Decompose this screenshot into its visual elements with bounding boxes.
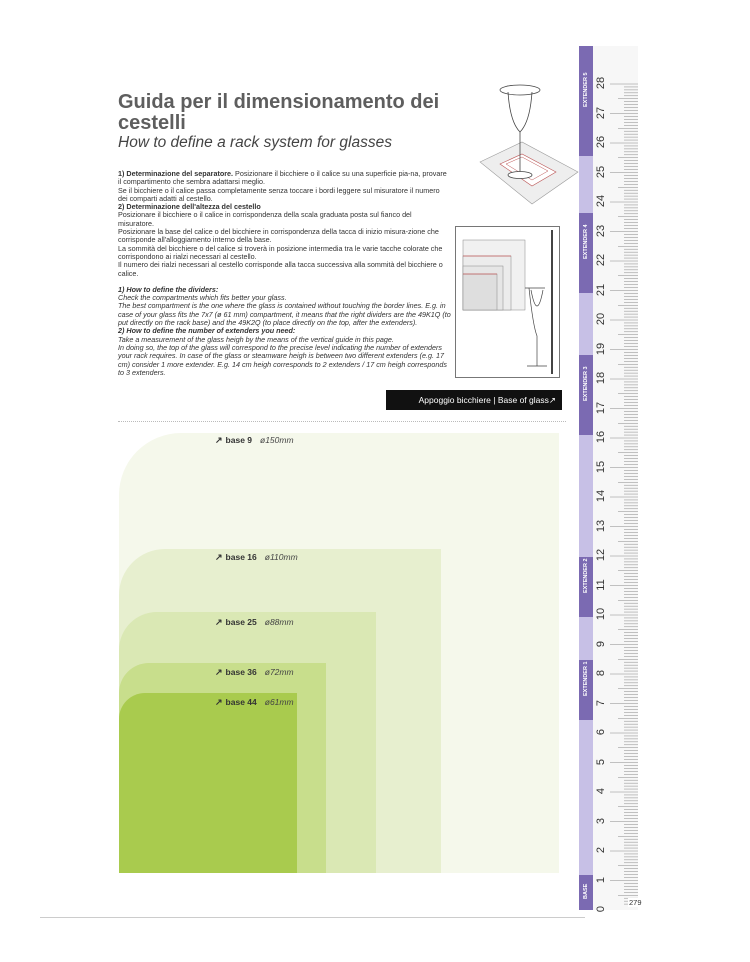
it-section-1-text: Posizionare il bicchiere o il calice su una superficie pia-na, provare il compartimento che sembra adattarsi meglio. xyxy=(118,169,447,187)
ruler-number: 10 xyxy=(595,607,607,621)
ruler-number: 6 xyxy=(595,728,607,736)
en-section-1-text2: The best compartment is the one where the glass is contained without touching the border lines. E.g. in case of your glass fits the 7x7 (ø 61 mm) compartment, it means that the right dividers are the 49K1Q (to put directly on the rack base) and the 49K2Q (to place directly on the top, after the extenders). xyxy=(118,301,451,328)
ruler-number: 14 xyxy=(595,489,607,503)
ruler-number: 19 xyxy=(595,342,607,355)
glass-on-plate-illustration xyxy=(470,74,590,214)
ruler-number: 0 xyxy=(595,905,607,913)
base-44-label: ↗ base 44 ø61mm xyxy=(215,697,294,707)
ruler-number: 11 xyxy=(595,578,607,591)
it-section-2-text4: Il numero dei rialzi necessari al cestello corrisponde alla tacca successiva alla sommità del bicchiere o calice. xyxy=(118,260,443,278)
instructions-text xyxy=(118,169,451,377)
it-section-2-text: Posizionare il bicchiere o il calice in corrispondenza della scala graduata posta sul fianco del misuratore. xyxy=(118,210,412,228)
extender-label xyxy=(579,391,593,397)
ruler-number: 2 xyxy=(595,846,607,854)
extender-label xyxy=(579,249,593,255)
extender-strip xyxy=(579,46,593,910)
ruler-number: 9 xyxy=(595,640,607,647)
ruler-number: 18 xyxy=(595,371,607,385)
base-44-area xyxy=(119,693,297,873)
en-section-1-text: Check the compartments which fits better your glass. xyxy=(118,293,287,303)
base-16-label: ↗ base 16 ø110mm xyxy=(215,552,298,562)
ruler-number: 7 xyxy=(595,699,607,706)
it-section-1-heading: 1) Determinazione del separatore. xyxy=(118,169,234,178)
it-section-2-heading: 2) Determinazione dell'altezza del cestello xyxy=(118,202,261,212)
en-section-2-text2: In doing so, the top of the glass will correspond to the precise level indicating the number of extenders your rack requires. In case of the glass or steamware heigh is between two different extenders (e.g. 17 cm) consider 1 more extender. E.g. 14 cm heigh corresponds to 2 extenders / 17 cm heigh corresponds to 3 extenders. xyxy=(118,342,447,377)
ruler-number: 13 xyxy=(595,519,607,532)
ruler-number: 17 xyxy=(595,401,607,414)
ruler-number: 8 xyxy=(595,669,607,677)
ruler-number: 5 xyxy=(595,758,607,765)
en-section-2-heading: 2) How to define the number of extenders you need: xyxy=(118,326,296,336)
en-section-1-heading: 1) How to define the dividers: xyxy=(118,284,219,294)
ruler-number: 24 xyxy=(595,194,607,208)
base-9-label: ↗ base 9 ø150mm xyxy=(215,435,294,445)
page-title-italian: Guida per il dimensionamento dei cestelli xyxy=(118,91,440,134)
page-number: 279 xyxy=(629,898,642,907)
ruler-number: 22 xyxy=(595,253,607,267)
en-section-2-text: Take a measurement of the glass heigh by the means of the vertical guide in this page. xyxy=(118,334,394,344)
ruler-number: 3 xyxy=(595,817,607,824)
extender-label: BASE xyxy=(583,883,589,899)
extender-label xyxy=(579,686,593,692)
ruler-number: 21 xyxy=(595,283,607,296)
bottom-rule xyxy=(40,917,585,918)
ruler-number: 27 xyxy=(595,106,607,119)
page-title-english: How to define a rack system for glasses xyxy=(118,134,392,151)
ruler-number: 16 xyxy=(595,430,607,444)
base-25-label: ↗ base 25 ø88mm xyxy=(215,617,294,627)
it-section-2-text3: La sommità del bicchiere o del calice si troverà in posizione intermedia tra le varie tacche colorate che corrispondono ai rialzi necessari al cestello. xyxy=(118,243,443,261)
ruler-number: 26 xyxy=(595,135,607,149)
ruler-number: 23 xyxy=(595,224,607,237)
ruler-number: 25 xyxy=(595,165,607,178)
divider-line xyxy=(118,421,566,422)
it-section-2-text2: Posizionare la base del calice o del bicchiere in corrispondenza della tacca di inizio misura-zione che corrisponde all'alloggiamento interno della base. xyxy=(118,227,439,245)
base-36-label: ↗ base 36 ø72mm xyxy=(215,667,294,677)
it-section-1-text2: Se il bicchiere o il calice passa completamente senza toccare i bordi leggere sul misuratore il numero dei comparti adatti al cestello. xyxy=(118,185,440,203)
ruler-number: 12 xyxy=(595,548,607,562)
ruler-number: 20 xyxy=(595,312,607,326)
ruler-number: 15 xyxy=(595,460,607,473)
extender-label xyxy=(579,97,593,103)
base-of-glass-label: Appoggio bicchiere | Base of glass↗ xyxy=(386,390,562,410)
extender-label xyxy=(579,583,593,589)
rack-measure-illustration xyxy=(455,226,560,378)
ruler-number: 1 xyxy=(595,876,607,883)
ruler-number: 4 xyxy=(595,787,607,795)
ruler-number: 28 xyxy=(595,76,607,90)
